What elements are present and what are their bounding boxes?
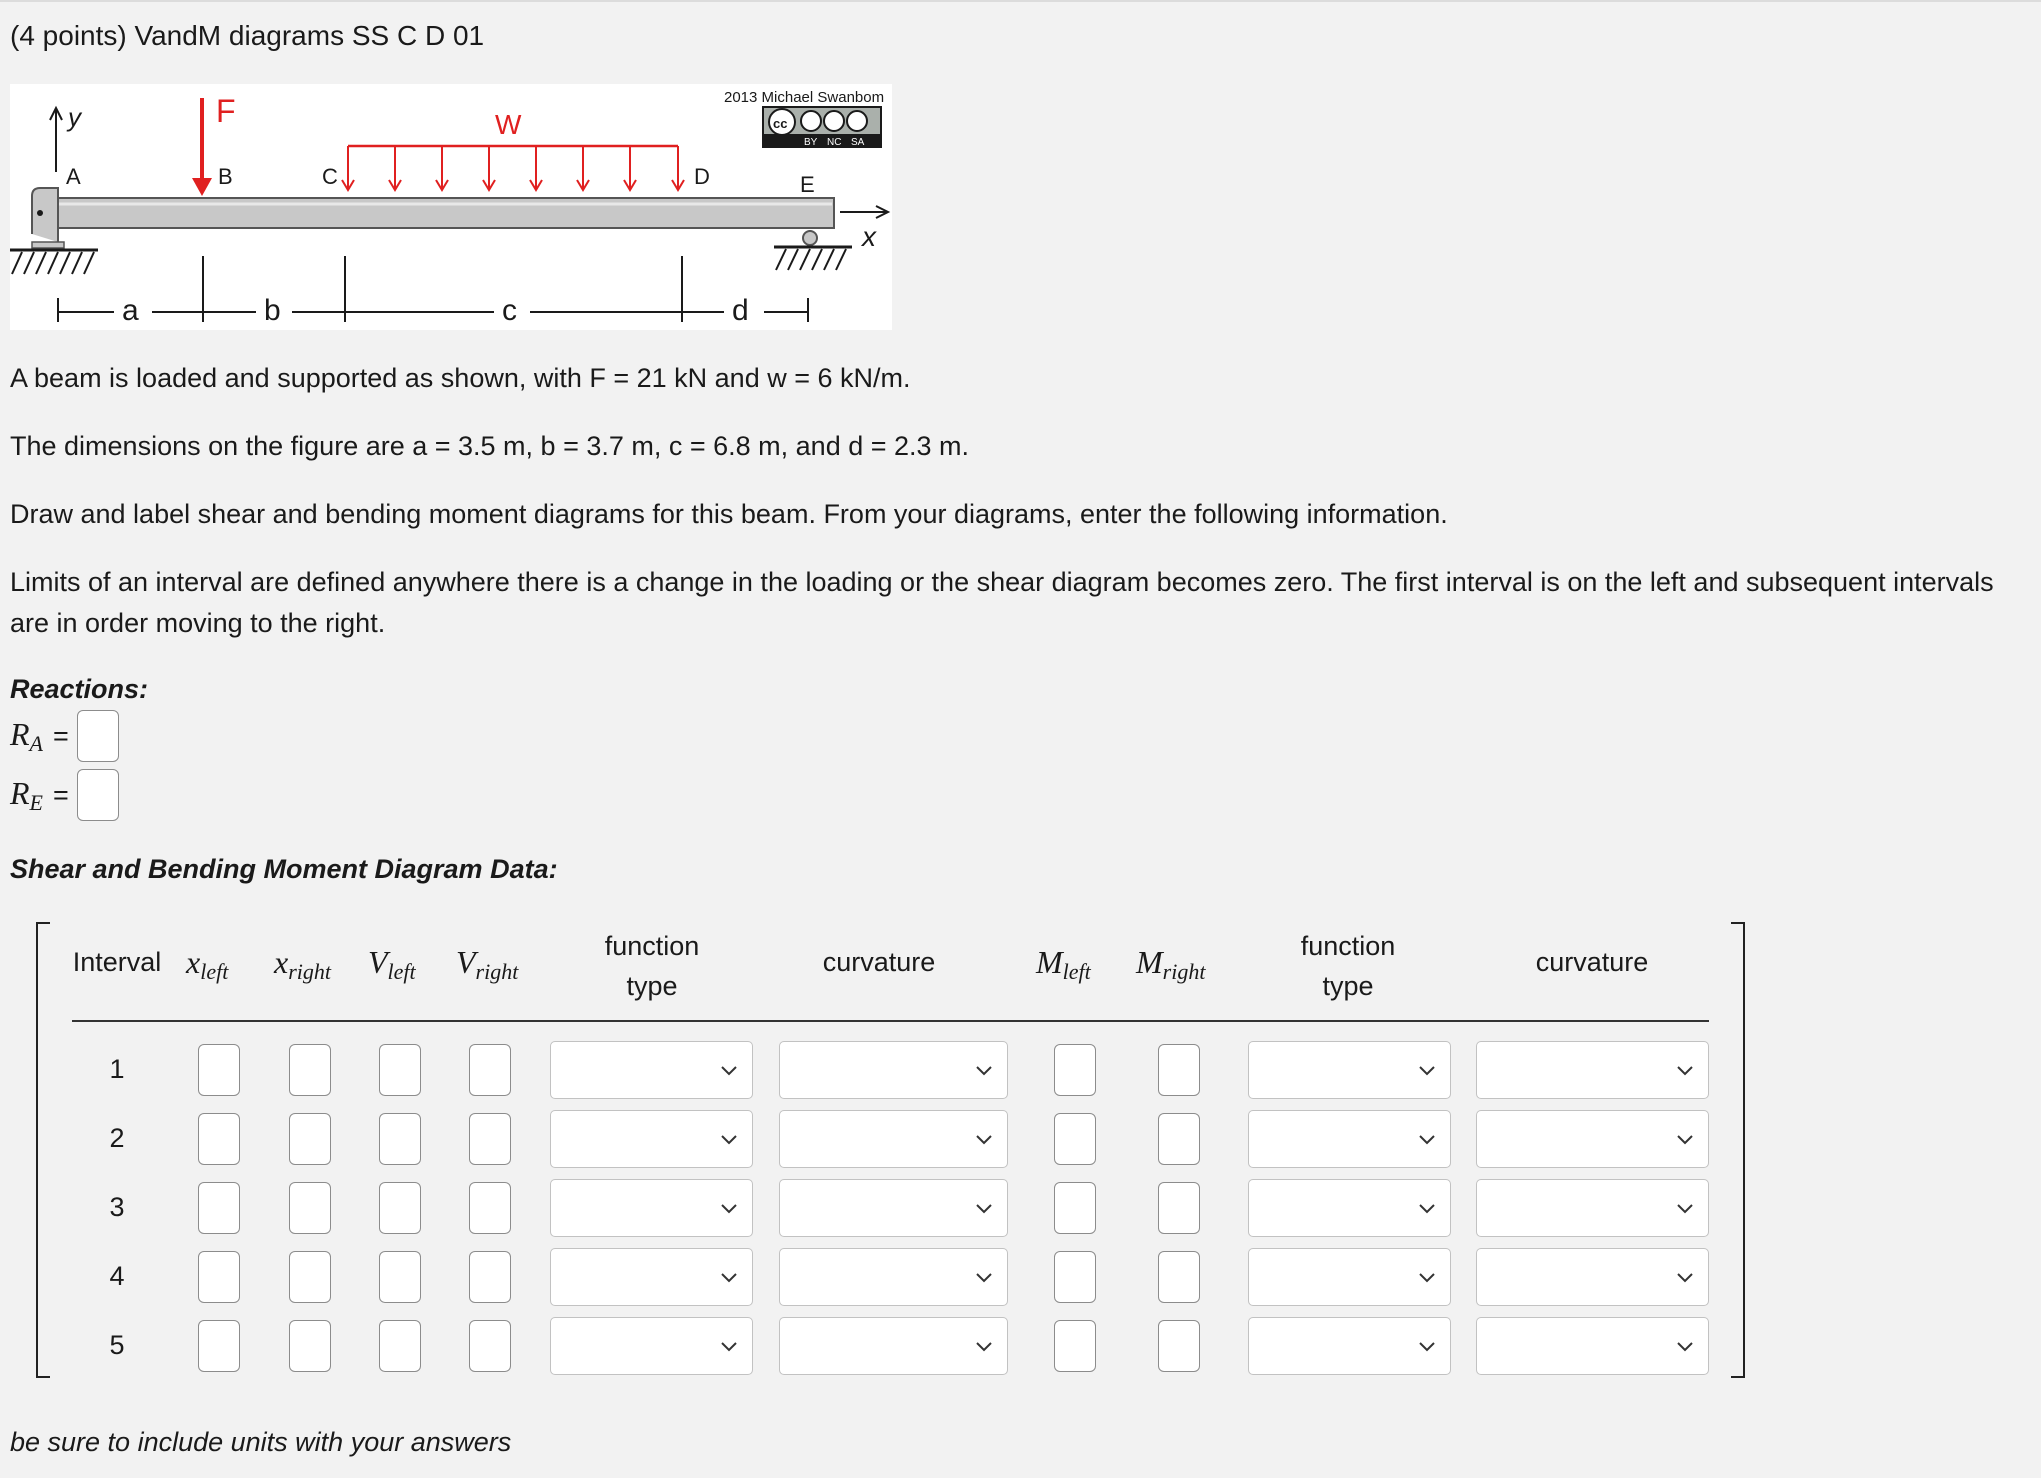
dim-d-label: d (732, 294, 749, 327)
matrix-right-bracket (1731, 922, 1745, 1378)
chevron-down-icon (1676, 1199, 1694, 1217)
x-left-input[interactable] (198, 1044, 240, 1096)
x-right-input[interactable] (289, 1182, 331, 1234)
v-curvature-select[interactable] (779, 1179, 1008, 1237)
load-label: W (495, 109, 522, 140)
v-left-input[interactable] (379, 1182, 421, 1234)
v-function-type-select[interactable] (550, 1317, 753, 1375)
x-right-input[interactable] (289, 1044, 331, 1096)
v-function-type-select[interactable] (550, 1179, 753, 1237)
x-axis-label: x (862, 221, 876, 252)
header-rule (72, 1020, 1709, 1022)
chevron-down-icon (975, 1130, 993, 1148)
m-right-input[interactable] (1158, 1113, 1200, 1165)
ra-label: $R_A$ (10, 715, 43, 756)
limits-text: Limits of an interval are defined anywhere there is a change in the loading or the shear diagram becomes zero. The first interval is on the left and subsequent intervals are in order moving to the right. (10, 567, 1994, 638)
m-curvature-select[interactable] (1476, 1248, 1709, 1306)
ra-input[interactable] (77, 710, 119, 762)
v-right-input[interactable] (469, 1113, 511, 1165)
chevron-down-icon (975, 1268, 993, 1286)
m-right-header: $M_{right}$ (1136, 944, 1206, 984)
m-function-type-header: function type (1300, 931, 1396, 1001)
x-left-input[interactable] (198, 1320, 240, 1372)
m-left-input[interactable] (1054, 1182, 1096, 1234)
force-label: F (216, 93, 236, 129)
point-c-label: C (322, 164, 338, 189)
m-left-input[interactable] (1054, 1044, 1096, 1096)
x-right-input[interactable] (289, 1251, 331, 1303)
intro-text: A beam is loaded and supported as shown, with F = 21 kN and w = 6 kN/m. (10, 363, 911, 393)
top-divider (0, 0, 2041, 2)
m-curvature-select[interactable] (1476, 1179, 1709, 1237)
interval-number: 1 (109, 1054, 125, 1084)
chevron-down-icon (720, 1268, 738, 1286)
beam-diagram (10, 84, 892, 330)
v-right-header: $V_{right}$ (456, 944, 519, 984)
interval-number: 2 (109, 1123, 125, 1153)
interval-number: 3 (109, 1192, 125, 1222)
dim-b-label: b (264, 294, 281, 327)
x-left-input[interactable] (198, 1251, 240, 1303)
instructions-text: Draw and label shear and bending moment diagrams for this beam. From your diagrams, enter the following information. (10, 499, 1448, 529)
problem-title: (4 points) VandM diagrams SS C D 01 (10, 20, 485, 51)
chevron-down-icon (975, 1061, 993, 1079)
x-left-input[interactable] (198, 1182, 240, 1234)
dim-c-label: c (502, 294, 517, 327)
table-heading: Shear and Bending Moment Diagram Data: (10, 854, 558, 884)
v-function-type-select[interactable] (550, 1110, 753, 1168)
interval-number: 4 (109, 1261, 125, 1291)
reaction-re-row: $R_E$ = (10, 768, 119, 822)
interval-header: Interval (72, 947, 162, 977)
v-left-input[interactable] (379, 1044, 421, 1096)
x-right-input[interactable] (289, 1113, 331, 1165)
m-left-input[interactable] (1054, 1251, 1096, 1303)
m-left-input[interactable] (1054, 1320, 1096, 1372)
cc-nc-label: NC (827, 137, 842, 148)
v-function-type-header: function type (604, 931, 700, 1001)
v-right-input[interactable] (469, 1251, 511, 1303)
reactions-heading: Reactions: (10, 674, 149, 704)
m-right-input[interactable] (1158, 1182, 1200, 1234)
v-function-type-select[interactable] (550, 1041, 753, 1099)
m-curvature-select[interactable] (1476, 1110, 1709, 1168)
chevron-down-icon (1676, 1268, 1694, 1286)
m-function-type-select[interactable] (1248, 1041, 1451, 1099)
chevron-down-icon (975, 1199, 993, 1217)
v-curvature-select[interactable] (779, 1317, 1008, 1375)
x-right-header: $x_{right}$ (274, 944, 331, 984)
m-right-input[interactable] (1158, 1044, 1200, 1096)
dimensions-text: The dimensions on the figure are a = 3.5 m, b = 3.7 m, c = 6.8 m, and d = 2.3 m. (10, 431, 970, 461)
m-function-type-select[interactable] (1248, 1248, 1451, 1306)
chevron-down-icon (1418, 1337, 1436, 1355)
chevron-down-icon (1418, 1199, 1436, 1217)
point-b-label: B (218, 164, 233, 189)
v-curvature-header: curvature (822, 947, 936, 977)
chevron-down-icon (720, 1061, 738, 1079)
matrix-left-bracket (36, 922, 50, 1378)
v-left-header: $V_{left}$ (368, 944, 416, 984)
chevron-down-icon (720, 1130, 738, 1148)
x-right-input[interactable] (289, 1320, 331, 1372)
v-left-input[interactable] (379, 1320, 421, 1372)
v-left-input[interactable] (379, 1251, 421, 1303)
m-left-input[interactable] (1054, 1113, 1096, 1165)
v-right-input[interactable] (469, 1182, 511, 1234)
chevron-down-icon (1676, 1061, 1694, 1079)
units-note: be sure to include units with your answers (10, 1427, 512, 1457)
chevron-down-icon (1418, 1130, 1436, 1148)
v-curvature-select[interactable] (779, 1041, 1008, 1099)
beam-figure (10, 84, 892, 330)
m-curvature-select[interactable] (1476, 1041, 1709, 1099)
m-function-type-select[interactable] (1248, 1179, 1451, 1237)
chevron-down-icon (1676, 1130, 1694, 1148)
m-left-header: $M_{left}$ (1036, 944, 1091, 984)
m-right-input[interactable] (1158, 1251, 1200, 1303)
y-axis-label: y (68, 102, 81, 132)
point-e-label: E (800, 172, 815, 197)
copyright-text: 2013 Michael Swanbom (724, 89, 885, 106)
chevron-down-icon (720, 1337, 738, 1355)
m-right-input[interactable] (1158, 1320, 1200, 1372)
x-left-header: $x_{left}$ (186, 944, 229, 984)
v-curvature-select[interactable] (779, 1110, 1008, 1168)
interval-number: 5 (109, 1330, 125, 1360)
v-curvature-select[interactable] (779, 1248, 1008, 1306)
v-function-type-select[interactable] (550, 1248, 753, 1306)
v-right-input[interactable] (469, 1320, 511, 1372)
reaction-ra-row: $R_A$ = (10, 709, 119, 763)
chevron-down-icon (1418, 1268, 1436, 1286)
m-curvature-header: curvature (1535, 947, 1649, 977)
chevron-down-icon (1418, 1061, 1436, 1079)
m-function-type-select[interactable] (1248, 1110, 1451, 1168)
chevron-down-icon (720, 1199, 738, 1217)
m-curvature-select[interactable] (1476, 1317, 1709, 1375)
x-left-input[interactable] (198, 1113, 240, 1165)
re-label: $R_E$ (10, 774, 43, 815)
svg-text:cc: cc (773, 116, 788, 131)
m-function-type-select[interactable] (1248, 1317, 1451, 1375)
re-input[interactable] (77, 769, 119, 821)
v-right-input[interactable] (469, 1044, 511, 1096)
point-a-label: A (66, 164, 81, 189)
v-left-input[interactable] (379, 1113, 421, 1165)
dim-a-label: a (122, 294, 139, 327)
chevron-down-icon (1676, 1337, 1694, 1355)
chevron-down-icon (975, 1337, 993, 1355)
cc-sa-label: SA (851, 137, 865, 148)
point-d-label: D (694, 164, 710, 189)
cc-by-label: BY (804, 137, 818, 148)
